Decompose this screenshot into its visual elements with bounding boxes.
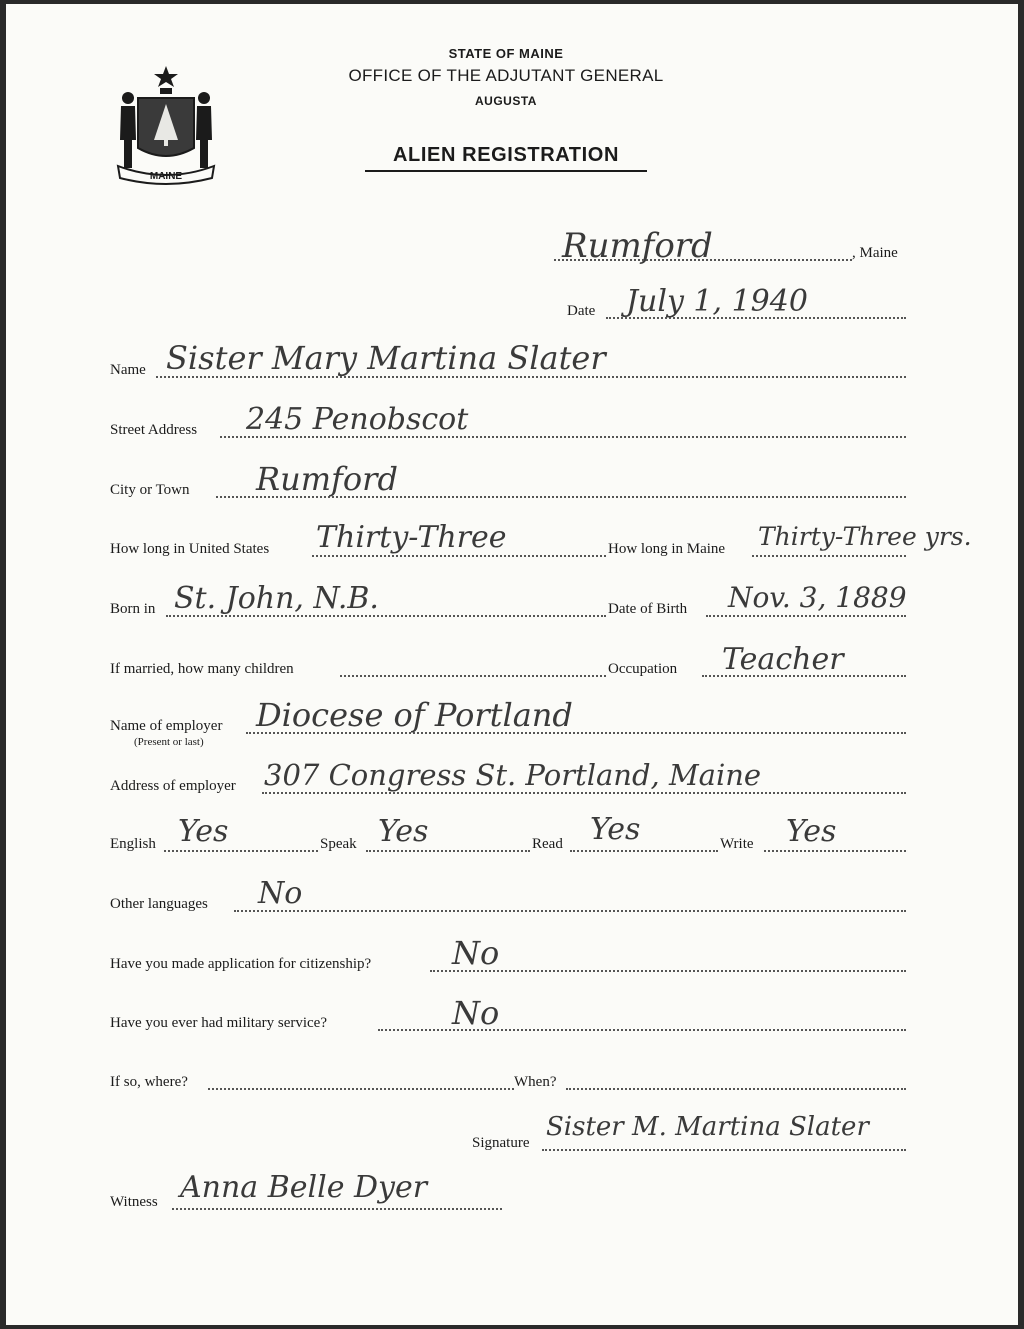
header-city: AUGUSTA <box>475 94 537 108</box>
write-entry: Yes <box>786 814 837 849</box>
write-label: Write <box>720 836 754 852</box>
witness-entry: Anna Belle Dyer <box>180 1170 428 1205</box>
title-underline <box>365 170 647 172</box>
how-long-maine-entry: Thirty-Three yrs. <box>758 522 972 551</box>
date-of-birth-label: Date of Birth <box>608 601 688 617</box>
citizenship-line <box>430 970 906 972</box>
other-languages-line <box>234 910 906 912</box>
witness-line <box>172 1208 502 1210</box>
how-long-us-line <box>312 555 606 557</box>
registration-form <box>6 4 1018 1325</box>
signature-label: Signature <box>472 1135 530 1151</box>
street-address-label: Street Address <box>110 422 198 438</box>
how-long-us-label: How long in United States <box>110 541 270 557</box>
occupation-label: Occupation <box>608 661 678 677</box>
if-so-where-line <box>208 1088 514 1090</box>
place-entry: Rumford <box>562 226 713 266</box>
maine-suffix-label: , Maine <box>852 245 898 261</box>
name-label: Name <box>110 362 146 378</box>
born-in-label: Born in <box>110 601 156 617</box>
header-state: STATE OF MAINE <box>448 46 564 61</box>
read-line <box>570 850 718 852</box>
english-entry: Yes <box>178 814 229 849</box>
military-service-entry: No <box>452 994 500 1032</box>
citizenship-label: Have you made application for citizenship? <box>110 956 372 972</box>
occupation-entry: Teacher <box>722 642 844 677</box>
signature-line <box>542 1149 906 1151</box>
if-so-where-label: If so, where? <box>110 1074 188 1090</box>
military-service-label: Have you ever had military service? <box>110 1015 327 1031</box>
write-line <box>764 850 906 852</box>
street-address-entry: 245 Penobscot <box>246 402 469 437</box>
seal-lettering: MAINE <box>149 171 183 182</box>
other-languages-entry: No <box>258 876 303 911</box>
date-label: Date <box>567 303 596 319</box>
when-label: When? <box>514 1074 557 1090</box>
citizenship-entry: No <box>452 934 500 972</box>
born-in-entry: St. John, N.B. <box>174 581 379 616</box>
how-long-us-entry: Thirty-Three <box>316 520 507 555</box>
english-label: English <box>110 836 156 852</box>
name-entry: Sister Mary Martina Slater <box>166 339 606 377</box>
date-entry: July 1, 1940 <box>626 284 808 319</box>
read-label: Read <box>532 836 563 852</box>
employer-name-note: (Present or last) <box>134 736 204 748</box>
form-title: ALIEN REGISTRATION <box>393 144 619 166</box>
married-children-label: If married, how many children <box>110 661 294 677</box>
city-label: City or Town <box>110 482 190 498</box>
header-office: OFFICE OF THE ADJUTANT GENERAL <box>348 66 664 85</box>
when-line <box>566 1088 906 1090</box>
place-line <box>554 259 852 261</box>
how-long-maine-label: How long in Maine <box>608 541 726 557</box>
other-languages-label: Other languages <box>110 896 208 912</box>
city-entry: Rumford <box>256 460 398 498</box>
speak-label: Speak <box>320 836 357 852</box>
how-long-maine-line <box>752 555 906 557</box>
married-children-line <box>340 675 606 677</box>
date-of-birth-entry: Nov. 3, 1889 <box>728 581 907 614</box>
signature-entry: Sister M. Martina Slater <box>546 1112 869 1142</box>
read-entry: Yes <box>590 812 641 847</box>
english-line <box>164 850 318 852</box>
speak-entry: Yes <box>378 814 429 849</box>
employer-name-entry: Diocese of Portland <box>256 696 573 734</box>
employer-address-line <box>262 792 906 794</box>
employer-name-label: Name of employer <box>110 718 223 734</box>
employer-address-label: Address of employer <box>110 778 236 794</box>
maine-state-seal <box>108 60 224 186</box>
date-of-birth-line <box>706 615 906 617</box>
speak-line <box>366 850 530 852</box>
employer-address-entry: 307 Congress St. Portland, Maine <box>264 758 762 792</box>
witness-label: Witness <box>110 1194 158 1210</box>
